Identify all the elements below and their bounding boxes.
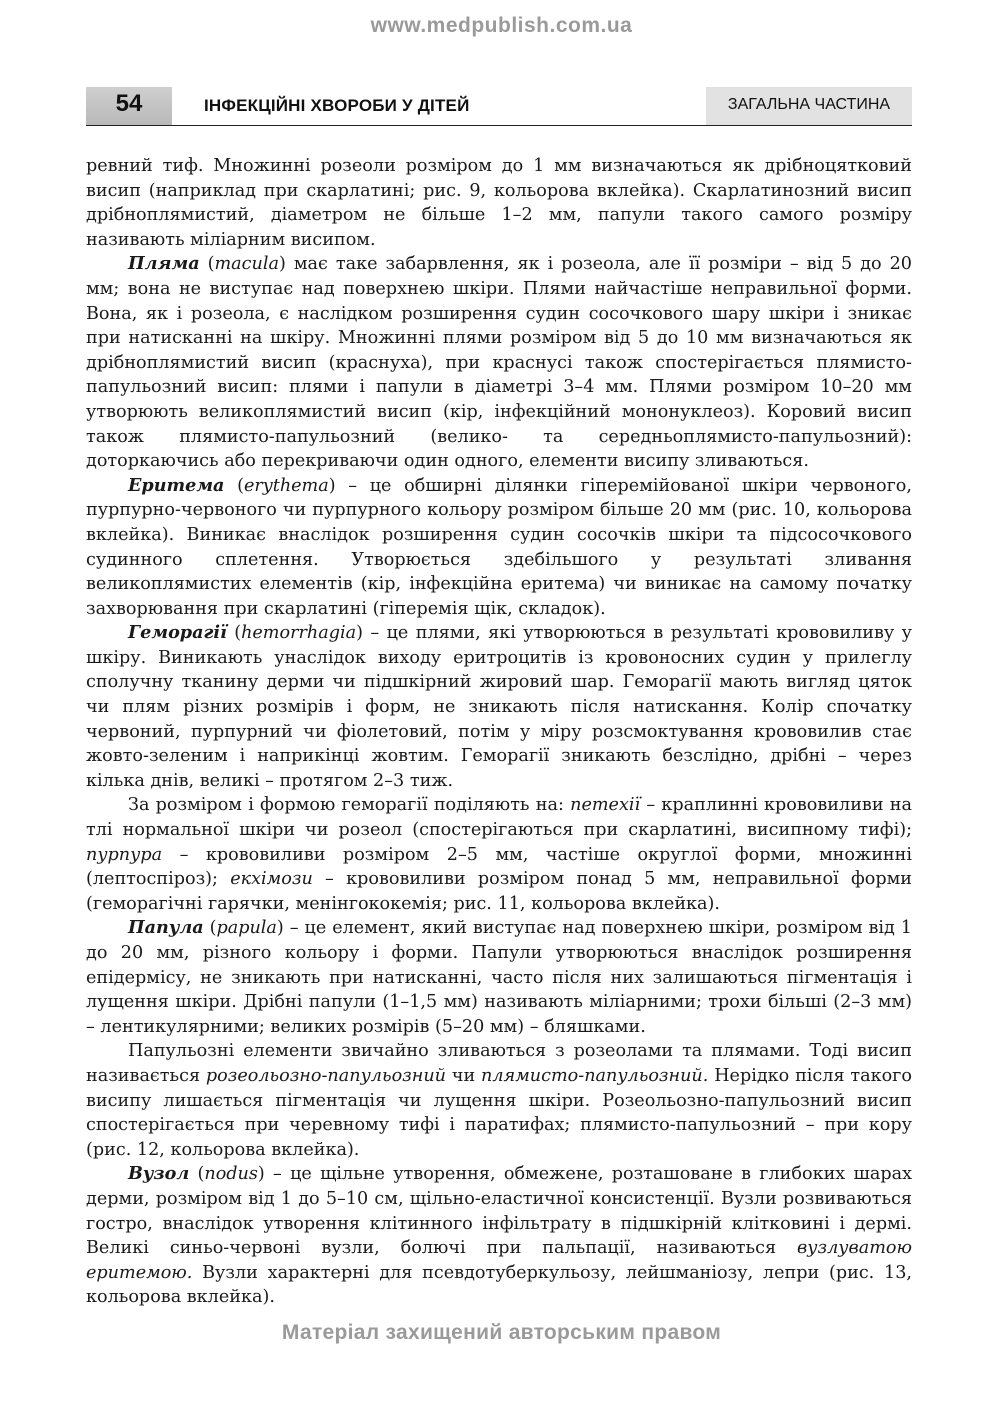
paragraph-text: – це плями, які утворюються в результаті крововиливу у шкіру. Виникають унаслідок виходу еритроцитів із кровоносних судин у прилеглу сполучну тканину дерми чи підшкірний жировий шар. Геморагії мають вигляд цяток чи плям різних розмірів і форм, не зникають після натискання. Колір спочатку червоний, пурпурний чи фіолетовий, потім у міру розсмоктування крововилив стає жовто-зеленим і наприкінці жовтим. Геморагії зникають безслідно, дрібні – через кілька днів, великі – протягом 2–3 тиж. — [86, 623, 912, 791]
paragraph-text: – це обширні ділянки гіперемійованої шкіри червоного, пурпурно-червоного чи пурпурного кольору розміром більше 20 мм (рис. 10, кольорова вклейка). Виникає внаслідок розширення судин сосочків шкіри та підсосочкового судинного сплетення. Утворюється здебільшого у результаті зливання великоплямистих елементів (кір, інфекційна еритема) чи виникає на самому початку захворювання при скарлатині (гіперемія щік, складок). — [86, 475, 912, 619]
term-roseolo-papular: розеольозно-папульозний — [205, 1065, 447, 1086]
paragraph-hemorrhage-types — [86, 793, 912, 916]
term-ecchymoses: екхімози — [230, 869, 313, 890]
site-url-watermark: www.medpublish.com.ua — [370, 14, 633, 37]
body-text — [86, 154, 912, 1310]
term-papula: Папула — [128, 917, 204, 939]
term-nodus: Вузол — [128, 1163, 190, 1185]
latin-nodus: nodus — [204, 1164, 258, 1185]
term-erythema: Еритема — [128, 474, 225, 496]
paragraph-macula: Пляма (macula) має таке забарвлення, як і розеола, але її розміри – від 5 до 20 мм; вона не виступає над поверхнею шкіри. Плями найчастіше неправильної форми. Вона, як і розеола, є наслідком розширення судин сосочкового шару шкіри і зникає при натисканні на шкіру. Множинні плями розміром від 5 до 10 мм визначаються як дрібноплямистий висип (краснуха), при краснусі також спостерігається плямисто-папульозний висип: плями і папули в діаметрі 3–4 мм. Плями розміром 10–20 мм утворюють великоплямистий висип (кір, інфекційний мононуклеоз). Коровий висип також плямисто-папульозний (велико- та середньоплямисто-папульозний): доторкаючись або перекриваючи один одного, елементи висипу зливаються. — [86, 253, 912, 472]
copyright-watermark: Матеріал захищений авторським правом — [281, 1321, 722, 1344]
text-segment: – краплинні крововиливи на тлі нормальної шкіри чи розеол (спостерігаються при скарлатині, висипному тифі); — [86, 795, 912, 841]
latin-erythema: erythema — [243, 475, 329, 496]
latin-hemorrhagia: hemorrhagia — [241, 623, 357, 644]
term-erythema-nodosum: вузлуватою еритемою. — [86, 1238, 912, 1283]
latin-macula: macula — [214, 254, 279, 275]
paragraph-typhoid-continuation — [86, 154, 912, 252]
paragraph-text: ревний тиф. Множинні розеоли розміром до 1 мм визначаються як дрібноцятковий висип (наприклад при скарлатині; рис. 9, кольорова вклейка). Скарлатинозний висип дрібноплямистий, діаметром не більше 1–2 мм, папули такого самого розміру називають міліарним висипом. — [86, 156, 912, 250]
text-segment: Вузли характерні для псевдотуберкульозу, лейшманіозу, лепри (рис. 13, кольорова вклейка). — [86, 1262, 912, 1308]
text-segment: – це щільне утворення, обмежене, розташоване в глибоких шарах дерми, розміром від 1 до 5–10 см, щільно-еластичної консистенції. Вузли розвиваються гостро, внаслідок утворення клітинного інфільтрату в підшкірній клітковині і дермі. Великі синьо-червоні вузли, болючі при пальпації, називаються — [86, 1164, 912, 1259]
text-segment: чи — [446, 1065, 482, 1086]
text-segment: – крововиливи розміром 2–5 мм, частіше округлої форми, множинні (лептоспіроз); — [86, 844, 912, 890]
latin-papula: papula — [216, 918, 277, 939]
paragraph-erythema: Еритема (erythema) – це обширні ділянки гіперемійованої шкіри червоного, пурпурно-червоного чи пурпурного кольору розміром більше 20 мм (рис. 10, кольорова вклейка). Виникає внаслідок розширення судин сосочків шкіри та підсосочкового судинного сплетення. Утворюється здебільшого у результаті зливання великоплямистих елементів (кір, інфекційна еритема) чи виникає на самому початку захворювання при скарлатині (гіперемія щік, складок). — [86, 474, 912, 619]
page-number-box — [86, 87, 172, 125]
paragraph-nodus: Вузол (nodus) – це щільне утворення, обмежене, розташоване в глибоких шарах дерми, розміром від 1 до 5–10 см, щільно-еластичної консистенції. Вузли розвиваються гостро, внаслідок утворення клітинного інфільтрату в підшкірній клітковині і дермі. Великі синьо-червоні вузли, болючі при пальпації, називаються вузлуватою еритемою. Вузли характерні для псевдотуберкульозу, лейшманіозу, лепри (рис. 13, кольорова вклейка). — [86, 1163, 912, 1308]
section-title-box — [706, 87, 912, 125]
term-macula: Пляма — [128, 253, 200, 275]
page-header — [86, 87, 912, 126]
term-purpura: пурпура — [86, 844, 163, 865]
section-title: ЗАГАЛЬНА ЧАСТИНА — [727, 96, 891, 113]
paragraph-hemorrhagia: Геморагії (hemorrhagia) – це плями, які утворюються в результаті крововиливу у шкіру. Виникають унаслідок виходу еритроцитів із кровоносних судин у прилеглу сполучну тканину дерми чи підшкірний жировий шар. Геморагії мають вигляд цяток чи плям різних розмірів і форм, не зникають після натискання. Колір спочатку червоний, пурпурний чи фіолетовий, потім у міру розсмоктування крововилив стає жовто-зеленим і наприкінці жовтим. Геморагії зникають безслідно, дрібні – через кілька днів, великі – протягом 2–3 тиж. — [86, 622, 912, 791]
paragraph-papular-merging — [86, 1039, 912, 1162]
term-hemorrhagia: Геморагії — [128, 622, 227, 644]
text-segment: – крововиливи розміром понад 5 мм, неправильної форми (геморагічні гарячки, менінгококемія; рис. 11, кольорова вклейка). — [86, 869, 912, 914]
paragraph-text: – це елемент, який виступає над поверхнею шкіри, розміром від 1 до 20 мм, різного кольору і форми. Папули утворюються внаслідок розширення епідермісу, не зникають при натисканні, часто після них залишаються пігментація і лущення шкіри. Дрібні папули (1–1,5 мм) називають міліарними; трохи більші (2–3 мм) – лентикулярними; великих розмірів (5–20 мм) – бляшками. — [86, 918, 912, 1037]
text-segment: Нерідко після такого висипу лишається пігментація чи лущення шкіри. Розеольозно-папульозний висип спостерігається при черевному тифі і паратифах; плямисто-папульозний – при кору (рис. 12, кольорова вклейка). — [86, 1065, 912, 1160]
term-maculo-papular: плямисто-папульозний. — [481, 1065, 709, 1086]
term-petechiae: петехії — [570, 795, 641, 816]
book-title: ІНФЕКЦІЙНІ ХВОРОБИ У ДІТЕЙ — [204, 96, 470, 115]
text-segment: За розміром і формою геморагії поділяють на: — [128, 795, 571, 816]
paragraph-text: має таке забарвлення, як і розеола, але її розміри – від 5 до 20 мм; вона не виступає над поверхнею шкіри. Плями найчастіше неправильної форми. Вона, як і розеола, є наслідком розширення судин сосочкового шару шкіри і зникає при натисканні на шкіру. Множинні плями розміром від 5 до 10 мм визначаються як дрібноплямистий висип (краснуха), при краснусі також спостерігається плямисто-папульозний висип: плями і папули в діаметрі 3–4 мм. Плями розміром 10–20 мм утворюють великоплямистий висип (кір, інфекційний мононуклеоз). Коровий висип також плямисто-папульозний (велико- та середньоплямисто-папульозний): доторкаючись або перекриваючи один одного, елементи висипу зливаються. — [86, 254, 912, 472]
page-number: 54 — [115, 90, 143, 117]
paragraph-papula: Папула (papula) – це елемент, який виступає над поверхнею шкіри, розміром від 1 до 20 мм, різного кольору і форми. Папули утворюються внаслідок розширення епідермісу, не зникають при натисканні, часто після них залишаються пігментація і лущення шкіри. Дрібні папули (1–1,5 мм) називають міліарними; трохи більші (2–3 мм) – лентикулярними; великих розмірів (5–20 мм) – бляшками. — [86, 917, 912, 1037]
text-segment: Папульозні елементи звичайно зливаються з розеолами та плямами. Тоді висип називається — [86, 1041, 912, 1086]
